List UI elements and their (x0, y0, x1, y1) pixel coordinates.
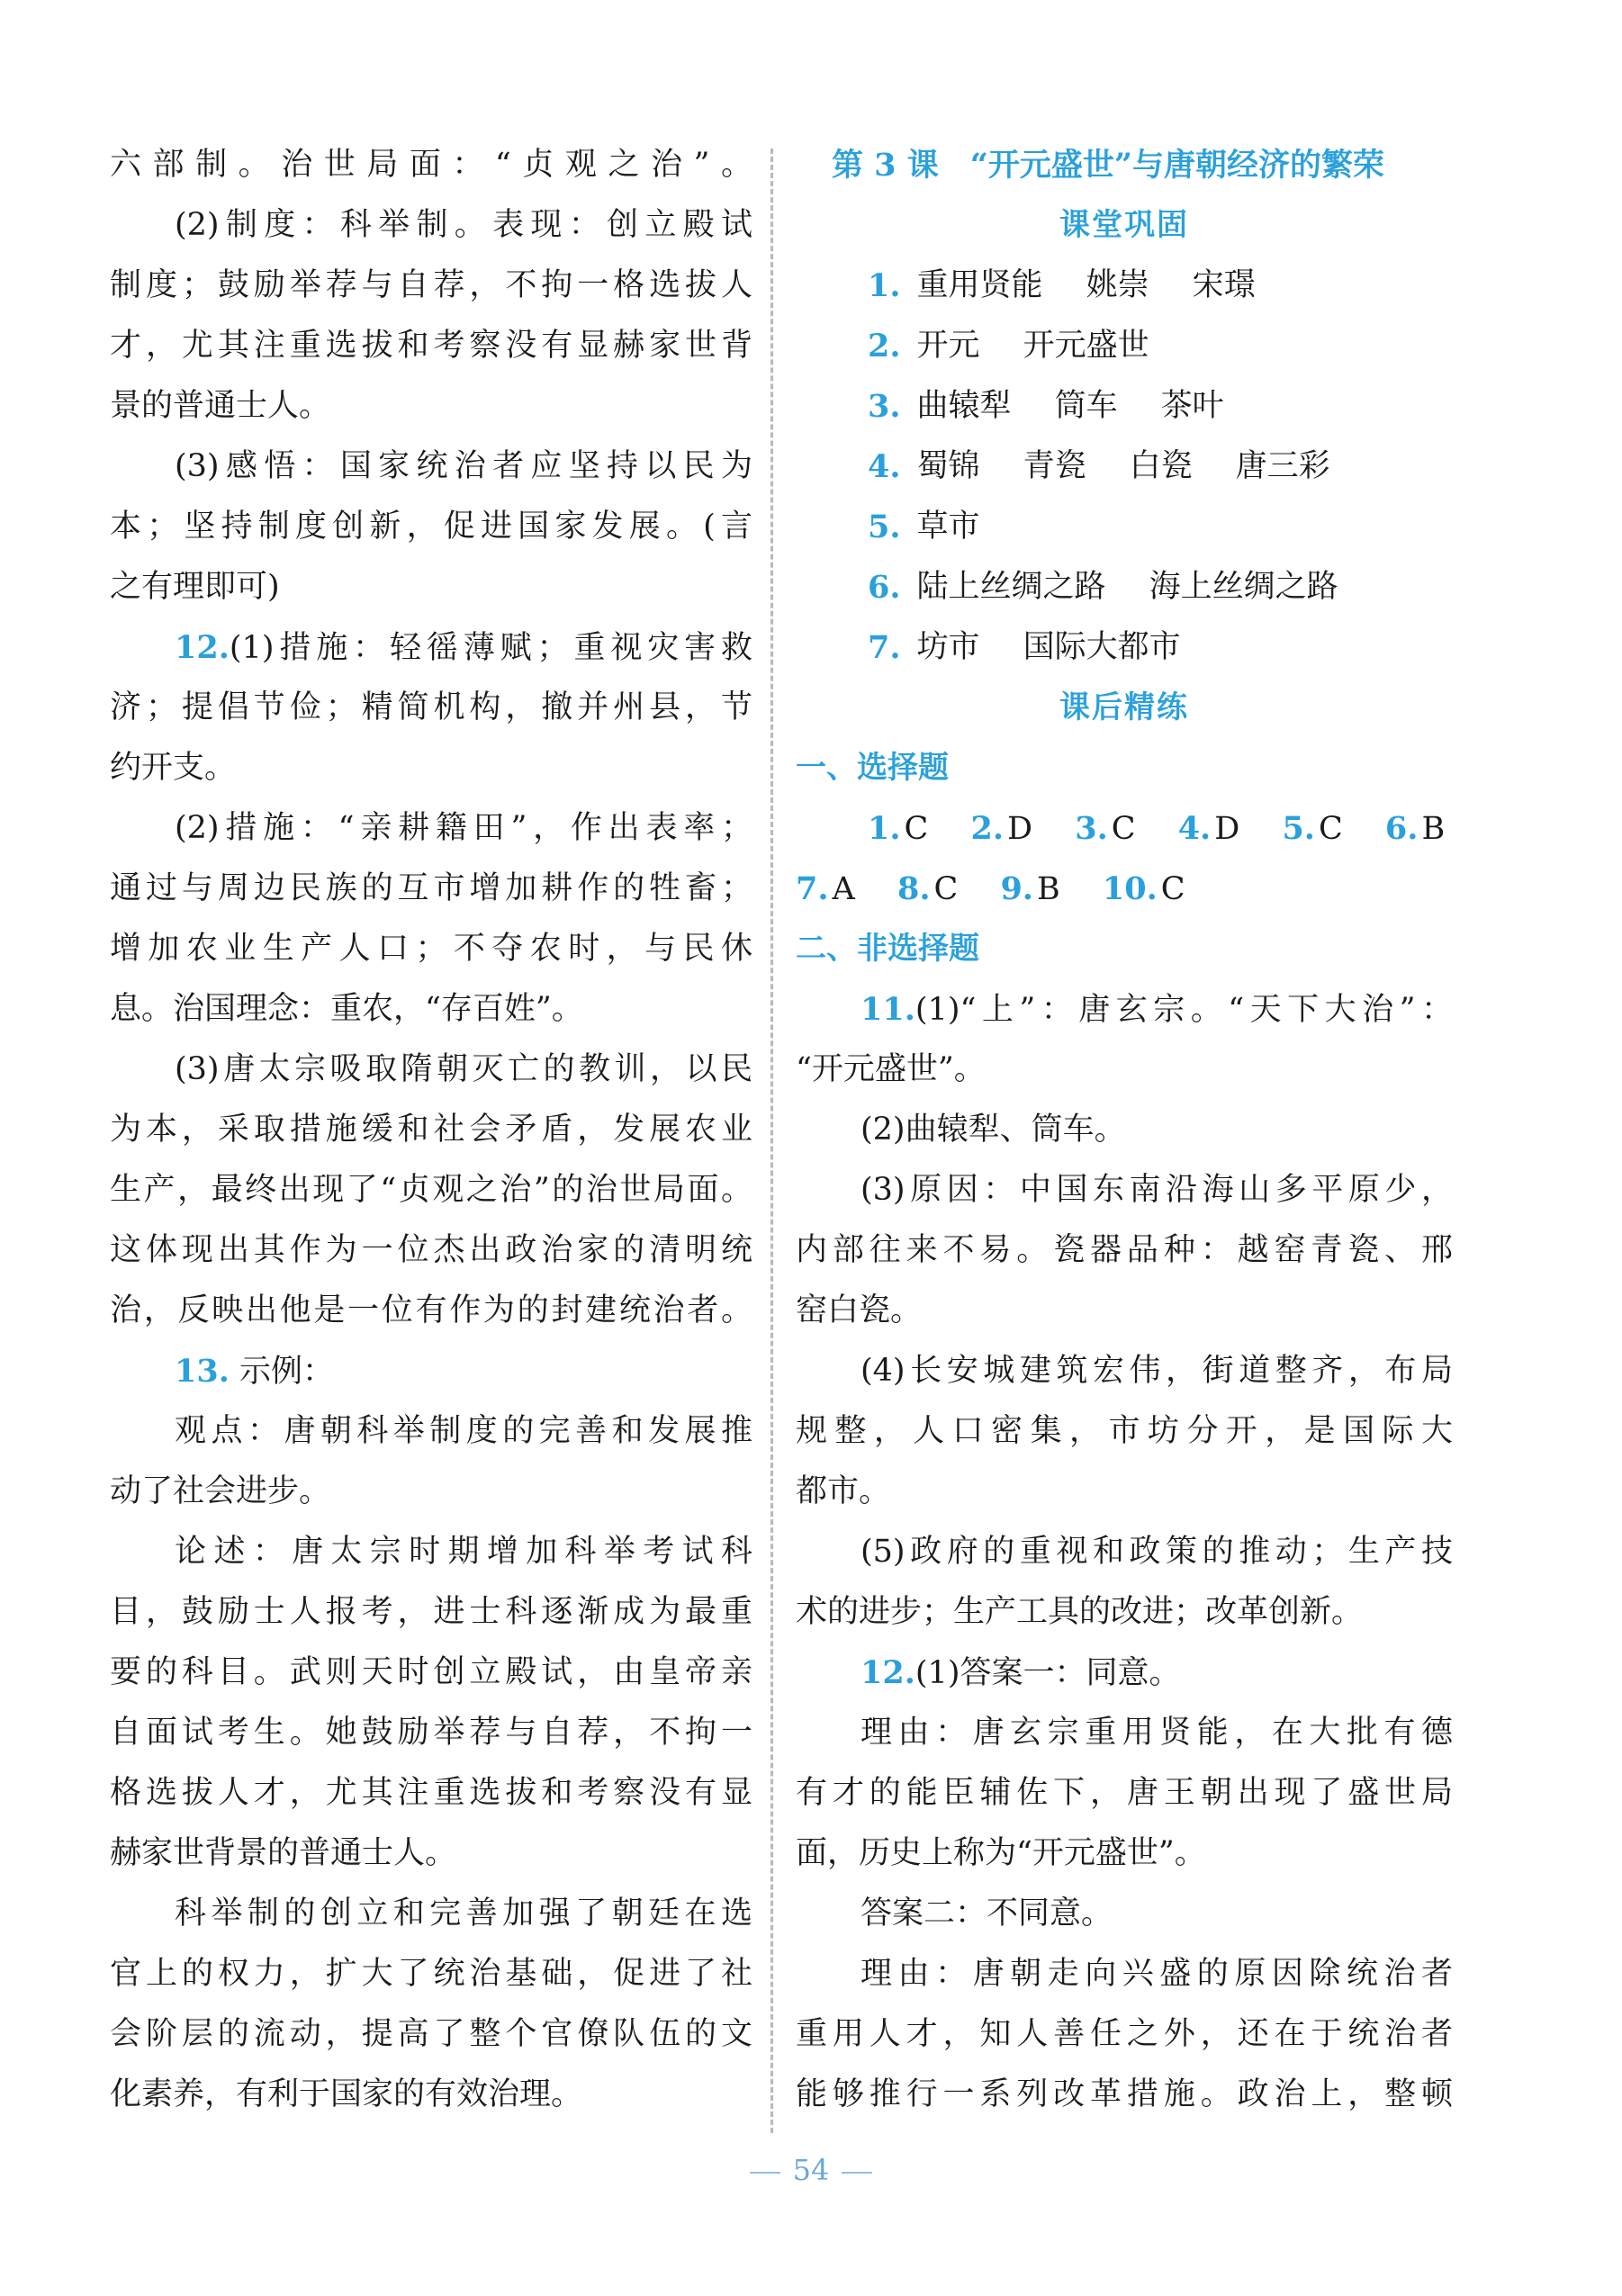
list-item (796, 316, 1453, 376)
text-line: 赫家世背景的普通士人。 (110, 1835, 457, 1871)
choice-letter: C (904, 811, 929, 847)
question-number: 12. (861, 1654, 915, 1691)
text-line: 理由：唐朝走向兴盛的原因除统治者 (861, 1956, 1453, 1992)
item-text: 海上丝绸之路 (1149, 569, 1338, 605)
text-line: 能够推行一系列改革措施。政治上，整顿 (796, 2076, 1453, 2112)
item-number: 3. (868, 388, 901, 425)
choice-answers-row (796, 859, 1453, 919)
item-number: 4. (868, 448, 901, 485)
text-line: 自面试考生。她鼓励举荐与自荐，不拘一 (110, 1715, 752, 1751)
item-text: 白瓷 (1129, 448, 1193, 484)
text-line: (3)唐太宗吸取隋朝灭亡的教训，以民 (175, 1051, 752, 1087)
choice-answer (1385, 798, 1445, 860)
text-line: 示例： (239, 1354, 335, 1390)
choice-answer (1000, 859, 1059, 920)
text-line: 通过与周边民族的互市增加耕作的牲畜； (110, 870, 752, 906)
text-line: 本；坚持制度创新，促进国家发展。(言 (110, 509, 752, 545)
list-item (796, 376, 1453, 437)
section-heading: 一、选择题 (796, 750, 949, 786)
text-line: 理由：唐玄宗重用贤能，在大批有德 (861, 1715, 1453, 1751)
text-line: 观点：唐朝科举制度的完善和发展推 (175, 1413, 752, 1449)
text-line: (4)长安城建筑宏伟，街道整齐，布局 (861, 1353, 1453, 1389)
page-footer (0, 2153, 1622, 2187)
list-item (796, 497, 1453, 557)
text-line: 重用人才，知人善任之外，还在于统治者 (796, 2016, 1453, 2052)
text-line: 格选拔人才，尤其注重选拔和考察没有显 (110, 1775, 752, 1811)
item-text: 开元 (916, 328, 980, 364)
choice-letter: C (1318, 811, 1343, 847)
text-line: 面，历史上称为“开元盛世”。 (796, 1835, 1206, 1871)
text-line: 约开支。 (110, 750, 237, 786)
item-number: 1. (868, 267, 901, 304)
text-line: 目，鼓励士人报考，进士科逐渐成为最重 (110, 1594, 752, 1630)
text-line: (2)措施：“亲耕籍田”，作出表率； (175, 810, 752, 846)
question-number: 13. (175, 1353, 230, 1390)
section-heading: 课后精练 (1059, 689, 1189, 725)
choice-answer (1282, 798, 1342, 860)
item-text: 青瓷 (1023, 448, 1086, 484)
question-13 (110, 1341, 752, 1401)
item-text: 草市 (916, 509, 980, 545)
text-line: 内部往来不易。瓷器品种：越窑青瓷、邢 (796, 1232, 1453, 1268)
list-item (796, 437, 1453, 497)
choice-letter: B (1421, 811, 1446, 847)
column-divider (770, 149, 773, 2133)
choice-number: 2. (970, 810, 1005, 847)
left-column (110, 135, 752, 2125)
text-line: 治，反映出他是一位有作为的封建统治者。 (110, 1292, 752, 1328)
item-text: 蜀锦 (916, 448, 980, 484)
choice-answer (1103, 859, 1185, 920)
text-line: 为本，采取措施缓和社会矛盾，发展农业 (110, 1112, 752, 1148)
item-number: 5. (868, 509, 901, 545)
choice-number: 4. (1177, 810, 1212, 847)
text-line: (2)曲辕犁、筒车。 (861, 1112, 1126, 1148)
text-line: 都市。 (796, 1473, 891, 1509)
page-number: 54 (792, 2153, 830, 2187)
item-text: 唐三彩 (1235, 448, 1330, 484)
choice-number: 8. (897, 870, 931, 907)
item-text: 重用贤能 (916, 267, 1043, 303)
choice-letter: D (1007, 811, 1033, 847)
item-text: 陆上丝绸之路 (916, 569, 1106, 605)
choice-number: 10. (1102, 870, 1158, 907)
section-heading: 课堂巩固 (1059, 207, 1189, 243)
choice-answers-row (796, 798, 1453, 859)
choice-number: 3. (1075, 810, 1108, 847)
text-line: 生产，最终出现了“贞观之治”的治世局面。 (110, 1172, 752, 1208)
choice-number: 1. (868, 810, 901, 847)
choice-number: 9. (1000, 870, 1033, 907)
text-line: (1)答案一：同意。 (915, 1655, 1181, 1691)
lesson-title: 第 3 课 “开元盛世”与唐朝经济的繁荣 (832, 147, 1384, 184)
text-line: (1)措施：轻徭薄赋；重视灾害救 (229, 630, 752, 666)
text-line: (5)政府的重视和政策的推动；生产技 (861, 1534, 1453, 1570)
item-text: 宋璟 (1192, 267, 1256, 303)
text-line: (2)制度：科举制。表现：创立殿试 (175, 207, 752, 243)
item-number: 7. (868, 629, 901, 666)
footer-dash (842, 2172, 872, 2174)
question-12 (110, 617, 752, 678)
text-line: 有才的能臣辅佐下，唐王朝出现了盛世局 (796, 1775, 1453, 1811)
question-12 (796, 1643, 1453, 1703)
choice-number: 7. (796, 870, 829, 907)
question-11 (796, 979, 1453, 1040)
list-item (796, 557, 1453, 617)
item-text: 曲辕犁 (916, 388, 1012, 424)
choice-letter: C (933, 871, 959, 907)
choice-answer (1075, 798, 1135, 860)
item-text: 国际大都市 (1023, 629, 1181, 665)
text-line: 六部制。治世局面：“贞观之治”。 (110, 147, 752, 183)
choice-letter: D (1214, 811, 1240, 847)
choice-letter: B (1036, 871, 1060, 907)
text-line: 会阶层的流动，提高了整个官僚队伍的文 (110, 2016, 752, 2052)
section-heading: 二、非选择题 (796, 931, 979, 967)
text-line: (3)原因：中国东南沿海山多平原少， (861, 1172, 1453, 1208)
text-line: 之有理即可) (110, 569, 280, 605)
text-line: 济；提倡节俭；精简机构，撤并州县，节 (110, 689, 752, 725)
text-line: 术的进步；生产工具的改进；改革创新。 (796, 1594, 1364, 1630)
item-number: 2. (868, 328, 901, 365)
choice-answer (796, 859, 855, 920)
text-line: (3)感悟：国家统治者应坚持以民为 (175, 448, 752, 484)
choice-answer (970, 798, 1032, 860)
item-text: 姚崇 (1086, 267, 1149, 303)
item-text: 坊市 (916, 629, 980, 665)
item-text: 开元盛世 (1023, 328, 1149, 364)
text-line: 增加农业生产人口；不夺农时，与民休 (110, 931, 752, 967)
item-number: 6. (868, 569, 901, 606)
text-line: 化素养，有利于国家的有效治理。 (110, 2076, 583, 2112)
choice-answer (868, 798, 928, 860)
text-line: 动了社会进步。 (110, 1473, 331, 1509)
choice-letter: A (832, 871, 855, 907)
text-line: 官上的权力，扩大了统治基础，促进了社 (110, 1956, 752, 1992)
item-text: 茶叶 (1160, 388, 1224, 424)
text-line: 景的普通士人。 (110, 388, 331, 424)
text-line: 制度；鼓励举荐与自荐，不拘一格选拔人 (110, 267, 752, 303)
list-item (796, 617, 1453, 678)
text-line: 息。治国理念：重农，“存百姓”。 (110, 991, 583, 1027)
text-line: 才，尤其注重选拔和考察没有显赫家世背 (110, 328, 752, 364)
list-item (796, 256, 1453, 316)
choice-answer (1178, 798, 1240, 860)
text-line: 规整，人口密集，市坊分开，是国际大 (796, 1413, 1453, 1449)
item-text: 筒车 (1054, 388, 1118, 424)
choice-answer (897, 859, 958, 920)
question-number: 12. (175, 629, 230, 666)
text-line: “开元盛世”。 (796, 1051, 986, 1087)
choice-number: 5. (1282, 810, 1315, 847)
text-line: 论述：唐太宗时期增加科举考试科 (175, 1534, 752, 1570)
footer-dash (750, 2172, 780, 2174)
choice-letter: C (1160, 871, 1185, 907)
question-number: 11. (861, 991, 915, 1028)
text-line: (1)“上”：唐玄宗。“天下大治”： (915, 992, 1453, 1028)
choice-letter: C (1111, 811, 1136, 847)
text-line: 要的科目。武则天时创立殿试，由皇帝亲 (110, 1654, 752, 1690)
text-line: 这体现出其作为一位杰出政治家的清明统 (110, 1232, 752, 1268)
choice-number: 6. (1384, 810, 1419, 847)
right-column (796, 135, 1453, 2125)
text-line: 科举制的创立和完善加强了朝廷在选 (175, 1895, 752, 1931)
text-line: 答案二：不同意。 (861, 1895, 1113, 1931)
text-line: 窑白瓷。 (796, 1292, 923, 1328)
